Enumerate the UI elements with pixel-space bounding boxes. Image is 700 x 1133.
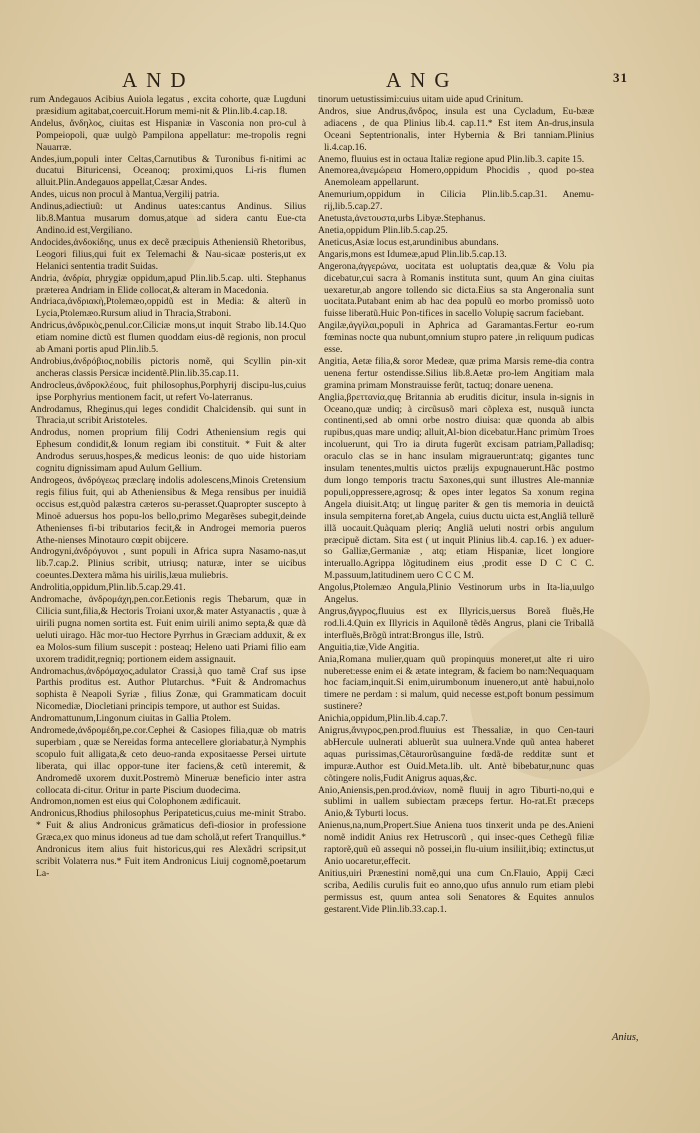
dictionary-entry: Anitius,uiri Prænestini nomẽ,qui una cum Cn.Flauio, Appij Cæci scriba, Aedilis curulis fuit eo anno,quo ufus annulo rum etiam plebi permissus est, quum antea soli Senatores & Equites annulos gestarent.Vide Plin.lib.33.cap.1.	[318, 867, 594, 915]
header-left-word: AND	[122, 68, 195, 92]
dictionary-entry: Anetia,oppidum Plin.lib.5.cap.25.	[318, 224, 448, 236]
dictionary-entry: Aneticus,Asiæ locus est,arundinibus abundans.	[318, 236, 499, 248]
dictionary-entry: Androlitia,oppidum,Plin.lib.5.cap.29.41.	[30, 582, 186, 594]
dictionary-entry: Andinus,adiectiuũ: ut Andinus uates:cantus Andinus. Silius lib.8.Mantua musarum domus,atque ad sidera cantu Eue-cta Andino.id est,Vergiliano.	[30, 201, 306, 236]
dictionary-entry: Angrus,ἄγγρος,fluuius est ex Illyricis,uersus Boreã fluẽs,He rod.li.4.Quin ex Illyricis in Aquilonẽ tẽdẽs Angrus, plani cie Triballã interfluẽs,Brõgũ intrat:Brongus ille, Istrũ.	[318, 605, 594, 641]
dictionary-entry: Anemo, fluuius est in octaua Italiæ regione apud Plin.lib.3. capite 15.	[318, 153, 585, 165]
dictionary-entry: Andromede,ἀνδρομέδη,pe.cor.Cephei & Casiopes filia,quæ ob matris superbiam , quæ se Nereidas forma antecellere gloriabatur,à Nymphis scopulo fuit alligata,& ceto deuo-randa expositaesse Persei uirtute liberata, qui illac oppor-tune iter faciens,& cetũ interemit, & Andromedẽ uxorem duxit.Postremò Mineruæ beneficio inter astra collocata di-citur. Oritur in parte Piscium duodecima.	[30, 725, 306, 796]
dictionary-entry: Andromache, ἀνδρομάχη,pen.cor.Eetionis regis Thebarum, quæ in Cilicia sunt,filia,& Hectoris Troiani uxor,& mater Astyanactis , quæ à uirili pugna nomen sortita est. Fuit enim uirili animo septa,& quæ dà ueluti uirago. Hãc mor-tuo Hectore Pyrrhus in Græciam adduxit, & ex ea Molos-sum filium suscepit : posteaq; Heleno uati Priami filio eam uxorem tradidit,regniq; portionem eidem assignauit.	[30, 594, 306, 665]
dictionary-entry: tinorum uetustissimi:cuius uitam uide apud Crinitum.	[318, 94, 524, 105]
dictionary-entry: Anichia,oppidum,Plin.lib.4.cap.7.	[318, 713, 448, 725]
dictionary-entry: Angaris,mons est Idumeæ,apud Plin.lib.5.cap.13.	[318, 248, 507, 260]
dictionary-entry: Anienus,na,num,Propert.Siue Aniena tuos tinxerit unda pe des.Anieni nomẽ indidit Anius rex Hetruscorũ , qui insec-ques Cethegũ filiæ raptorẽ,quũ eũ assequi nõ possei,in flu-uium insiliit,ibiq; extinctus,ut Anio uocaretur,effecit.	[318, 820, 594, 867]
catchword: Anius,	[612, 1032, 639, 1043]
dictionary-entry: Anio,Aniensis,pen.prod.ἀνίων, nomẽ fluuij in agro Tiburti-no,qui e sublimi in uallem subiectam præceps fertur. Ho-rat.Et præceps Anio,& Tyburti locus.	[318, 784, 594, 820]
dictionary-entry: Andromattunum,Lingonum ciuitas in Gallia Ptolem.	[30, 713, 231, 725]
dictionary-entry: Andronicus,Rhodius philosophus Peripateticus,cuius me-minit Strabo. * Fuit & alius Andronicus grãmaticus defi-diosior in professione Græca,ex quo minus idoneus ad tue dam scholã,ut refert Tranquillus.* Andronicus item alius fuit historicus,qui res Alexãdri scripsit,ut scribit Volaterra nus.* Fuit item Andronicus Liuij cognomẽ,poetarum La-	[30, 808, 306, 879]
dictionary-entry: Andes,ium,populi inter Celtas,Carnutibus & Turonibus fi-nitimi ac ducatui Bituricensi, Oceanoq; proximi,quos Li-ris flumen alluit.Plin.Andegauos appellat,Cæsar Andes.	[30, 153, 306, 189]
dictionary-entry: Angilæ,ἀγγίλαι,populi in Aphrica ad Garamantas.Fertur eo-rum fœminas nocte qua nubunt,omnium stupro patere ,in reliquum pudicas esse.	[318, 320, 594, 356]
dictionary-entry: Andelus, ἄνδηλος, ciuitas est Hispaniæ in Vasconia non pro-cul à Pompeiopoli, quæ uulgò Pampilona appellatur: me-tropolis regni Nauarræ.	[30, 117, 306, 153]
dictionary-entry: Anigrus,ἄνιγρος,pen.prod.fluuius est Thessaliæ, in quo Cen-tauri abHercule uulnerati abluerũt sua uulnera.Vnde quũ antea haberet aquas purissimas,Cẽtaurorũsanguine fœdã-de redditæ sunt et impuræ.Author est Ouid.Meta.lib. ult. Antè bibebatur,nunc quas cõtingere nolis,Fudit Anigrus aquas,&c.	[318, 725, 594, 784]
dictionary-entry: Anemurium,oppidum in Cilicia Plin.lib.5.cap.31. Anemu-rij,lib.5.cap.27.	[318, 189, 594, 213]
dictionary-entry: Ania,Romana mulier,quam quũ propinquus moneret,ut alte ri uiro nuberet:esse enim ei & ætate integram, & faciem bo nam:Nequaquam hoc faciam,inquit.Si enim,uirumbonum inuenero,ut antè habui,nolo timere ne perdam : si malum, quid necesse est,poft bonum pessimum sustinere?	[318, 653, 594, 713]
dictionary-entry: Andros, siue Andrus,ἄνδρος, insula est una Cycladum, Eu-bææ adiacens , de qua Plinius lib.4. cap.11.* Est item An-drus,insula Oceani Septentrionalis, inter Hybernia & Bri tanniam.Plinius li.4.cap.16.	[318, 105, 594, 153]
dictionary-entry: Andromon,nomen est eius qui Colophonem ædificauit.	[30, 796, 241, 808]
left-column	[30, 94, 306, 880]
dictionary-entry: rum Andegauos Acibius Auiola legatus , excita cohorte, quæ Lugduni præsidium agitabat,coercuit.Horum memi-nit & Plin.lib.4.cap.18.	[30, 94, 306, 117]
dictionary-entry: Andes, uicus non procul à Mantua,Vergilij patria.	[30, 189, 220, 201]
dictionary-entry: Anetusta,ἀνετουστα,urbs Libyæ.Stephanus.	[318, 213, 486, 225]
dictionary-entry: Anemorea,ἀνεμώρεια Homero,oppidum Phocidis , quod po-stea Anemoleam appellarunt.	[318, 165, 594, 189]
dictionary-entry: Androgyni,ἀνδρόγυνοι , sunt populi in Africa supra Nasamo-nas,ut lib.7.cap.2. Plinius scribit, utriusq; naturæ, inter se uicibus coeuntes.Dextera mãma his uirilis,læua muliebris.	[30, 546, 306, 582]
dictionary-entry: Andromachus,ἀνδρόμαχος,adulator Crassi,à quo tamẽ Craf sus ipse Parthis proditus est. Author Plutarchus. *Fuit & Andromachus sophista ẽ Neapoli Syriæ , filius Zonæ, qui Grammaticam docuit Nicomediæ, Diocletiani principis tempore, ut author est Suidas.	[30, 665, 306, 713]
dictionary-entry: Androdamus, Rheginus,qui leges condidit Chalcidensib. qui sunt in Thracia,ut scribit Aristoteles.	[30, 403, 306, 427]
dictionary-entry: Androbius,ἀνδρόβιος,nobilis pictoris nomẽ, qui Scyllin pin-xit ancheras classis Persicæ incidentẽ.Plin.lib.35.cap.11.	[30, 355, 306, 379]
dictionary-entry: Andocides,ἀνδοκίδης, unus ex decẽ præcipuis Atheniensiũ Rhetoribus, Leogori filius,qui fuit ex Telemachi & Nau-sicaæ posteris,ut ex Helanici sententia tradit Suidas.	[30, 236, 306, 272]
dictionary-entry: Angerona,ἀγγερώνα, uocitata est uoluptatis dea,quæ & Volu pia dicebatur,cui sacra à Romanis instituta sunt, quum An gina ciuitas uexaretur,ab angore tollendo sic dicta.Eius sa sta Angeronalia sunt uocitata.Putabant enim ab hac dea populũ eo morbo promissõ uoto fuisse liberatũ.Huic Pon-tifices in sacello Volupię sacrum faciebant.	[318, 260, 594, 320]
dictionary-entry: Anglia,βρεττανία,quę Britannia ab eruditis dicitur, insula in-signis in Oceano,quæ undiq; à circũsusõ mari cõplexa est, nusquã iuncta continenti,sed ab omni orbe nostro diuisa: quæ quonda ab albis rupibus,quas mare undiq; alluit,Al-bion dicebatur.Hanc primùm Troes incoluerunt, qui Tro ia diruta fugerũt excisam patriam,Palladisq; oraculo clas se in hanc insulam migrauerunt:atq; gigantes tunc insulam tenentes,multis uictos prælijs expugnauerunt.Hãc postmo dum longo temporis tractu Saxones,qui sunt illustres Ale-manniæ populi,oppressere,agrosq; & opes inter legatos Sa xonum regina Angela diuisit.Atq; ut linguę pariter & gen tis memoria in deuictã insula sempiterna foret,ab Angela, cuius ductu uicta est,Angliã tellurẽ illã uocauit.Quàquam pleriq; Angliã ueluti nostri orbis angulum præcipuẽ dictam. Sita est ( ut inquit Plinius lib.4. cap.16. ) ex aduer-so Galliæ,Germaniæ , atq; etiam Hispaniæ, licet longiore interuallo.Agrippa lõgitudinem eius ,prodit esse D C C C. M.passuum,latitudinem uero C C C M.	[318, 391, 594, 582]
running-header	[0, 68, 700, 96]
dictionary-entry: Andria, ἀνδρία, phrygiæ oppidum,apud Plin.lib.5.cap. ulti. Stephanus præterea Andriam in Elide collocat,& alteram in Macedonia.	[30, 272, 306, 296]
dictionary-entry: Anguitia,tiæ,Vide Angitia.	[318, 641, 420, 653]
dictionary-entry: Angitia, Aetæ filia,& soror Medeæ, quæ prima Marsis reme-dia contra uenena fertur ostendisse.Silius lib.8.Aetæ pro-lem Angitiam mala gramina primam Monstrauisse ferũt, tactuq; donare uenena.	[318, 355, 594, 391]
dictionary-entry: Androdus, nomen proprium filij Codri Atheniensium regis qui Ephesum condidit,& Ionum regiam ibi constituit. * Fuit & alter Androdus seruus,hospes,& medicus leonis: de quo uide historiam cognitu dignissimam apud Aulum Gellium.	[30, 427, 306, 475]
dictionary-entry: Androcleus,ἀνδροκλέους, fuit philosophus,Porphyrij discipu-lus,cuius ipse Porphyrius mentionem facit, ut refert Vo-laterranus.	[30, 379, 306, 403]
page-number: 31	[613, 70, 628, 85]
dictionary-entry: Androgeos, ἀνδρόγεως præclarę indolis adolescens,Minois Cretensium regis filius fuit, qui ab Atheniensibus & Mega rensibus per inuidiã occisus est,quòd palæstra cæteros su-perasset.Quapropter suscepto à Minoë aduersus hos popu-los bello,primo Megarẽses subegit,deinde Athenienses fi-bi tributarios fecit,& in Androgei memoria pueros Athe-nienses Minotauro cœpit obijcere.	[30, 475, 306, 546]
header-center-word: ANG	[386, 68, 459, 92]
right-column	[318, 94, 594, 916]
dictionary-entry: Angolus,Ptolemæo Angula,Plinio Vestinorum urbs in Ita-lia,uulgo Angelus.	[318, 582, 594, 606]
dictionary-entry: Andriaca,ἀνδριακὴ,Ptolemæo,oppidũ est in Media: & alterũ in Lycia,Ptolemæo.Rursum aliud in Thracia,Straboni.	[30, 296, 306, 320]
dictionary-entry: Andricus,ἀνδρικὸς,penul.cor.Ciliciæ mons,ut inquit Strabo lib.14.Quo etiam nomine dictũ est flumen quoddam eius-dẽ regionis, non procul ab Amani portis apud Plin.lib.5.	[30, 320, 306, 356]
